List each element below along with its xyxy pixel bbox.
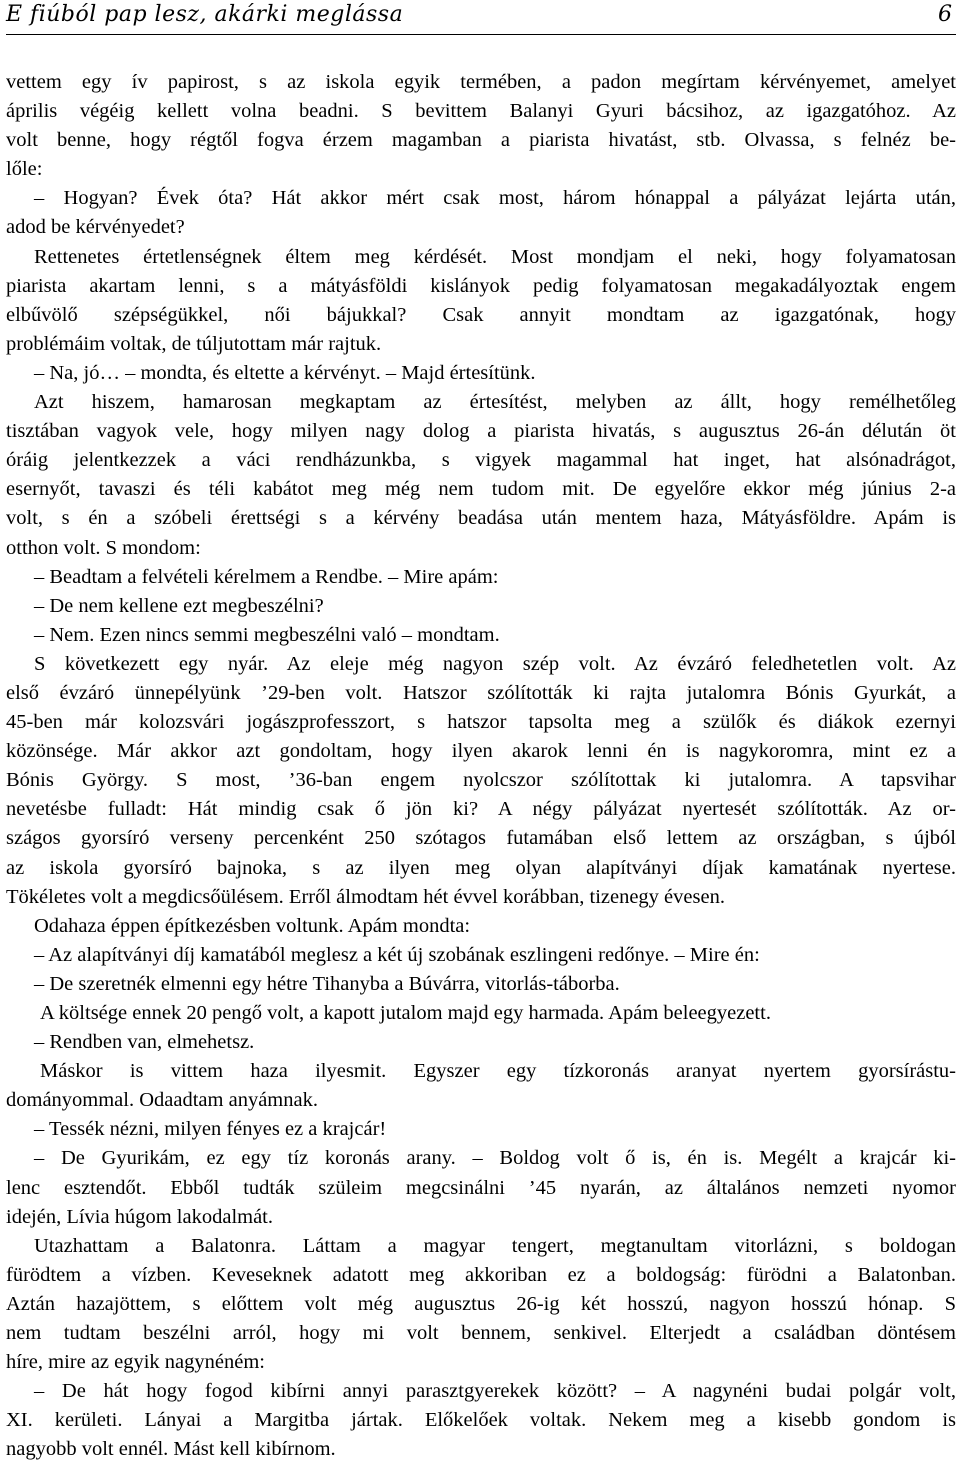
text-line: fürödtem a vízben. Keveseknek adatott meg akkoriban ez a boldogság: fürödni a Balatonban. (6, 1263, 956, 1286)
text-line: S következett egy nyár. Az eleje még nagyon szép volt. Az évzáró feledhetetlen volt. Az (34, 652, 956, 675)
text-line: adod be kérvényedet? (6, 216, 185, 239)
text-line: vettem egy ív papirost, s az iskola egyik termében, a padon megírtam kérvényemet, amelyet (6, 71, 956, 93)
body-text (6, 68, 956, 1465)
text-line: – Na, jó… – mondta, és eltette a kérvényt. – Majd értesítünk. (34, 361, 536, 384)
text-line: – De szeretnék elmenni egy hétre Tihanyba a Búvárra, vitorlás-táborba. (34, 972, 620, 995)
text-line: Azt hiszem, hamarosan megkaptam az értesítést, melyben az állt, hogy remélhetőleg (34, 391, 956, 414)
text-line: A költsége ennek 20 pengő volt, a kapott jutalom majd egy harmada. Apám beleegyezett. (40, 1002, 771, 1024)
text-line: dományommal. Odaadtam anyámnak. (6, 1089, 318, 1112)
text-line: Utazhattam a Balatonra. Láttam a magyar tengert, megtanultam vitorlázni, s boldogan (34, 1234, 956, 1257)
text-line: volt, s én a szóbeli érettségi s a kérvény beadása után mentem haza, Mátyásföldre. Apám is (6, 507, 956, 530)
text-line: problémáim voltak, de túljutottam már rajtuk. (6, 332, 382, 355)
text-line: 45-ben már kolozsvári jogászprofesszort, s hatszor tapsolta meg a szülők és diákok ezernyi (6, 711, 956, 734)
text-line: óráig jelentkezzek a váci rendházunkba, s vigyek magammal hat inget, hat alsónadrágot, (6, 449, 956, 472)
text-line: szágos gyorsíró verseny percenként 250 szótagos futamában első lettem az országban, s újból (6, 827, 956, 850)
page-number: 6 (938, 2, 952, 27)
text-line: – Nem. Ezen nincs semmi megbeszélni való – mondtam. (34, 623, 500, 646)
text-line: első évzáró ünnepélyünk ’29-ben volt. Hatszor szólították ki rajta jutalomra Bónis Gyurkát, a (6, 681, 956, 704)
text-line: április végéig kellett volna beadni. S bevittem Balanyi Gyuri bácsihoz, az igazgatóhoz. Az (6, 100, 956, 123)
text-line: Rettenetes értetlenségnek éltem meg kérdését. Most mondjam el neki, hogy folyamatosan (34, 245, 956, 268)
text-line: – Az alapítványi díj kamatából meglesz a két új szobának eszlingeni redőnye. – Mire én: (34, 943, 760, 966)
running-title: E fiúból pap lesz, akárki meglássa (6, 2, 404, 27)
text-line: Tökéletes volt a megdicsőülésem. Erről álmodtam hét évvel korábban, tizenegy évesen. (6, 885, 725, 908)
text-line: – Tessék nézni, milyen fényes ez a krajcár! (34, 1118, 387, 1141)
text-line: Bónis György. S most, ’36-ban engem nyolcszor szólítottak ki jutalomra. A tapsvihar (6, 769, 956, 792)
text-line: piarista akartam lenni, s a mátyásföldi kislányok pedig folyamatosan megakadályoztak engem (6, 274, 956, 297)
text-line: nagyobb volt ennél. Mást kell kibírnom. (6, 1438, 336, 1461)
text-line: – Rendben van, elmehetsz. (34, 1031, 255, 1054)
text-line: közönsége. Már akkor azt gondoltam, hogy ilyen akarok lenni én is nagykoromra, mint ez a (6, 740, 956, 763)
text-line: Odahaza éppen építkezésben voltunk. Apám mondta: (34, 914, 471, 937)
text-line: XI. kerületi. Lányai a Margitba jártak. Előkelőek voltak. Nekem meg a kisebb gondom is (6, 1409, 956, 1432)
text-line: nem tudtam beszélni arról, hogy mi volt bennem, senkivel. Elterjedt a családban döntésem (6, 1322, 956, 1345)
text-line: idején, Lívia húgom lakodalmát. (6, 1205, 274, 1228)
page-header (6, 0, 956, 35)
text-line: volt benne, hogy régtől fogva érzem magamban a piarista hivatást, stb. Olvassa, s felnéz be- (6, 129, 956, 152)
text-line: – Beadtam a felvételi kérelmem a Rendbe. – Mire apám: (34, 565, 499, 588)
text-line: elbűvölő szépségükkel, női bájukkal? Csak annyit mondtam az igazgatónak, hogy (6, 303, 956, 326)
text-line: nevetésbe fulladt: Hát mindig csak ő jön ki? A négy pályázat nyertesét szólították. Az or- (6, 798, 956, 821)
text-line: lenc esztendőt. Ebből tudták szüleim megcsinálni ’45 nyarán, az általános nemzeti nyomor (6, 1176, 956, 1199)
text-line: tisztában vagyok vele, hogy milyen nagy dolog a piarista hivatás, s augusztus 26-án délután öt (6, 420, 956, 443)
text-line: otthon volt. S mondom: (6, 536, 201, 559)
text-line: híre, mire az egyik nagynéném: (6, 1351, 265, 1374)
text-line: az iskola gyorsíró bajnoka, s az ilyen meg olyan alapítványi díjak kamatának nyertese. (6, 856, 956, 879)
text-line: – De Gyurikám, ez egy tíz koronás arany. – Boldog volt ő is, én is. Megélt a krajcár ki- (34, 1147, 956, 1170)
text-line: esernyőt, tavaszi és téli kabátot meg még nem tudom mit. De egyelőre ekkor még június 2-a (6, 478, 956, 501)
text-line: – Hogyan? Évek óta? Hát akkor mért csak most, három hónappal a pályázat lejárta után, (34, 187, 956, 210)
text-line: lőle: (6, 158, 43, 181)
text-line: – De nem kellene ezt megbeszélni? (34, 594, 324, 617)
text-line: Aztán hazajöttem, s előttem volt még augusztus 26-ig két hosszú, nagyon hosszú hónap. S (6, 1292, 956, 1315)
text-line: – De hát hogy fogod kibírni annyi parasztgyerekek között? – A nagynéni budai polgár volt, (34, 1380, 956, 1403)
text-line: Máskor is vittem haza ilyesmit. Egyszer egy tízkoronás aranyat nyertem gyorsírástu- (40, 1060, 956, 1083)
